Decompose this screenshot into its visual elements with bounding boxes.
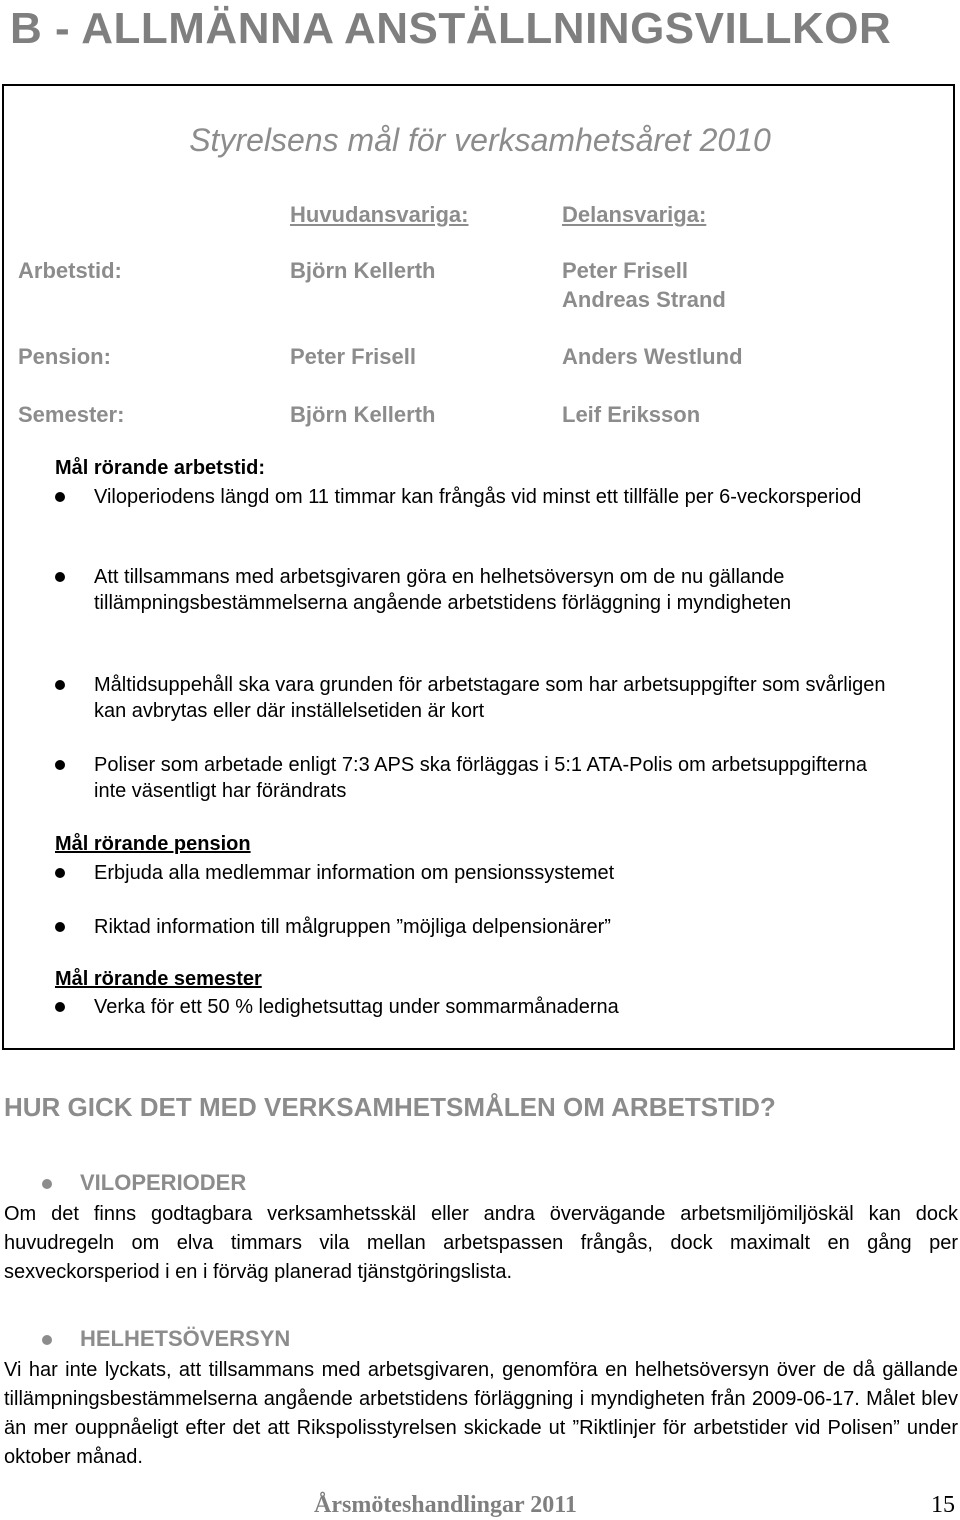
pension-goal-2: Riktad information till målgruppen ”möjliga delpensionärer” [94, 916, 611, 938]
arbetstid-goal-2: Att tillsammans med arbetsgivaren göra en helhetsöversyn om de nu gällande tillämpningsbestämmelserna angående arbetstidens förläggning i myndigheten [94, 566, 792, 614]
sub-responsible-semester: Leif Eriksson [562, 402, 701, 427]
arbetstid-goal-4: Poliser som arbetade enligt 7:3 APS ska förläggas i 5:1 ATA-Polis om arbetsuppgifterna inte väsentligt har förändrats [94, 754, 868, 802]
bullet-icon [55, 922, 65, 932]
pension-goal-1: Erbjuda alla medlemmar information om pensionssystemet [94, 862, 615, 884]
column-header-main-responsible: Huvudansvariga: [290, 202, 469, 227]
arbetstid-goal-3: Måltidsuppehåll ska vara grunden för arbetstagare som har arbetsuppgifter som svårligen kan avbrytas eller där inställelsetiden är kort [94, 674, 886, 722]
semester-goal-1: Verka för ett 50 % ledighetsuttag under sommarmånaderna [94, 996, 619, 1018]
footer-title: Årsmöteshandlingar 2011 [314, 1492, 577, 1518]
goals-box-heading: Styrelsens mål för verksamhetsåret 2010 [189, 122, 771, 158]
sub-responsible-arbetstid-1: Peter Frisell [562, 258, 688, 283]
subsection-title-helhetsoversyn: HELHETSÖVERSYN [80, 1326, 291, 1351]
subsection-title-viloperioder: VILOPERIODER [80, 1170, 247, 1195]
bullet-icon [42, 1179, 52, 1189]
bullet-icon [55, 572, 65, 582]
semester-goals-heading: Mål rörande semester [55, 968, 262, 990]
arbetstid-goal-1: Viloperiodens längd om 11 timmar kan frångås vid minst ett tillfälle per 6-veckorsperiod [94, 486, 862, 508]
bullet-icon [55, 760, 65, 770]
row-label-semester: Semester: [18, 402, 125, 427]
bullet-icon [42, 1335, 52, 1345]
sub-responsible-pension: Anders Westlund [562, 344, 743, 369]
page-number: 15 [931, 1492, 955, 1518]
main-responsible-pension: Peter Frisell [290, 344, 416, 369]
subsection-text-viloperioder: Om det finns godtagbara verksamhetsskäl eller andra övervägande arbetsmiljömiljöskäl kan dock huvudregeln om elva timmars vila mellan arbetspassen frångås, dock maximalt en gång per sexveckorsperiod i en i förväg planerad tjänstgöringslista. [4, 1203, 958, 1283]
row-label-arbetstid: Arbetstid: [18, 258, 122, 283]
pension-goals-heading: Mål rörande pension [55, 833, 251, 855]
sub-responsible-arbetstid-2: Andreas Strand [562, 287, 726, 312]
bullet-icon [55, 492, 65, 502]
page-title: B - ALLMÄNNA ANSTÄLLNINGSVILLKOR [10, 4, 892, 53]
column-header-sub-responsible: Delansvariga: [562, 202, 707, 227]
section-title: HUR GICK DET MED VERKSAMHETSMÅLEN OM ARBETSTID? [4, 1092, 776, 1122]
bullet-icon [55, 868, 65, 878]
main-responsible-semester: Björn Kellerth [290, 402, 436, 427]
main-responsible-arbetstid: Björn Kellerth [290, 258, 436, 283]
bullet-icon [55, 680, 65, 690]
bullet-icon [55, 1002, 65, 1012]
arbetstid-goals-heading: Mål rörande arbetstid: [55, 457, 266, 479]
row-label-pension: Pension: [18, 344, 111, 369]
subsection-text-helhetsoversyn: Vi har inte lyckats, att tillsammans med arbetsgivaren, genomföra en helhetsöversyn över de då gällande tillämpningsbestämmelserna angående arbetstidens förläggning i myndigheten från 2009-06-17. Målet blev än mer ouppnåeligt efter det att Rikspolisstyrelsen skickade ut ”Riktlinjer för arbetstider vid Polisen” under oktober månad. [4, 1359, 958, 1468]
